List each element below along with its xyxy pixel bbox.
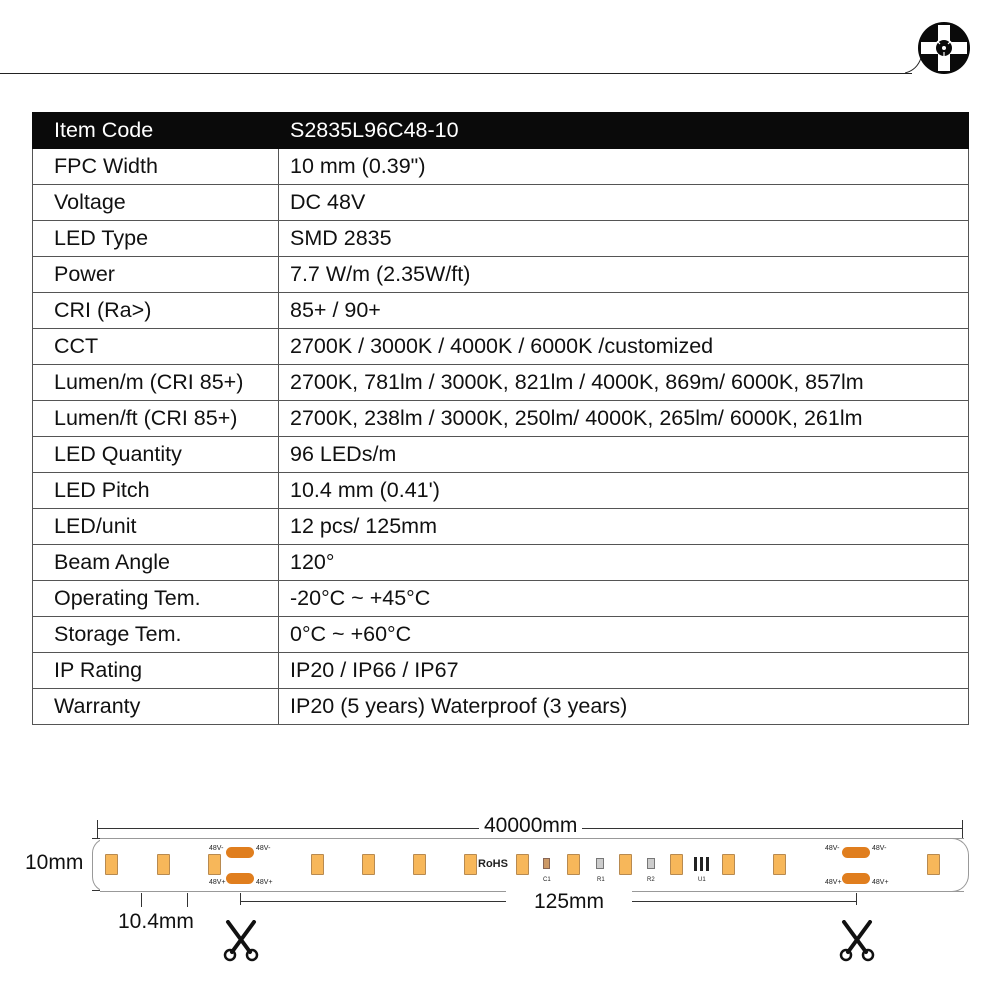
- spec-label: CCT: [33, 329, 279, 365]
- cut-dim-tick-left: [240, 893, 241, 905]
- led-chip: [311, 854, 324, 875]
- driver-ic: [694, 857, 710, 871]
- spec-label: IP Rating: [33, 653, 279, 689]
- spec-label: FPC Width: [33, 149, 279, 185]
- spec-value: 120°: [279, 545, 969, 581]
- spec-row: [33, 185, 969, 221]
- solder-pad: [842, 847, 870, 858]
- spec-row: [33, 257, 969, 293]
- spec-value: 7.7 W/m (2.35W/ft): [279, 257, 969, 293]
- rohs-mark: RoHS: [478, 858, 508, 870]
- strip-right-end: [952, 838, 969, 892]
- pad-label: 48V+: [872, 879, 889, 886]
- led-chip: [773, 854, 786, 875]
- component-label: C1: [543, 877, 551, 883]
- spec-value: DC 48V: [279, 185, 969, 221]
- led-chip: [722, 854, 735, 875]
- spec-value: 2700K / 3000K / 4000K / 6000K /customized: [279, 329, 969, 365]
- led-chip: [567, 854, 580, 875]
- component-label: R1: [597, 877, 605, 883]
- total-length-label: 40000mm: [479, 815, 582, 837]
- spec-label: LED Quantity: [33, 437, 279, 473]
- spec-value: -20°C ~ +45°C: [279, 581, 969, 617]
- led-chip: [927, 854, 940, 875]
- scissors-icon: [838, 920, 876, 962]
- spec-row: [33, 473, 969, 509]
- spec-row: [33, 689, 969, 725]
- pitch-tick-right: [187, 893, 188, 907]
- spec-row: [33, 653, 969, 689]
- resistor: [647, 858, 655, 869]
- spec-label: Power: [33, 257, 279, 293]
- led-chip: [516, 854, 529, 875]
- spec-value: SMD 2835: [279, 221, 969, 257]
- spec-label: Storage Tem.: [33, 617, 279, 653]
- spec-label: LED/unit: [33, 509, 279, 545]
- spec-value: 10 mm (0.39"): [279, 149, 969, 185]
- led-chip: [413, 854, 426, 875]
- pad-label: 48V+: [825, 879, 842, 886]
- spec-row: [33, 365, 969, 401]
- led-chip: [362, 854, 375, 875]
- header-rule: [0, 73, 912, 74]
- spec-header-label: Item Code: [33, 113, 279, 149]
- spec-value: 85+ / 90+: [279, 293, 969, 329]
- scissors-icon: [222, 920, 260, 962]
- resistor: [596, 858, 604, 869]
- led-chip: [208, 854, 221, 875]
- led-chip: [157, 854, 170, 875]
- led-chip: [464, 854, 477, 875]
- component-label: U1: [698, 877, 706, 883]
- spec-label: Voltage: [33, 185, 279, 221]
- spec-header-value: S2835L96C48-10: [279, 113, 969, 149]
- spec-label: Warranty: [33, 689, 279, 725]
- spec-row: [33, 509, 969, 545]
- spec-row: [33, 293, 969, 329]
- spec-row: [33, 617, 969, 653]
- spec-value: 2700K, 781lm / 3000K, 821lm / 4000K, 869m/ 6000K, 857lm: [279, 365, 969, 401]
- pad-label: 48V-: [256, 845, 271, 852]
- led-chip: [105, 854, 118, 875]
- spec-label: Lumen/ft (CRI 85+): [33, 401, 279, 437]
- width-label: 10mm: [25, 851, 84, 874]
- spec-value: 10.4 mm (0.41'): [279, 473, 969, 509]
- spec-row: [33, 581, 969, 617]
- pad-label: 48V-: [825, 845, 840, 852]
- pad-label: 48V-: [872, 845, 887, 852]
- spec-row: [33, 149, 969, 185]
- spec-label: Lumen/m (CRI 85+): [33, 365, 279, 401]
- solder-pad: [226, 847, 254, 858]
- solder-pad: [226, 873, 254, 884]
- spec-label: Beam Angle: [33, 545, 279, 581]
- dim-tick-right: [962, 820, 963, 838]
- spec-table: [32, 112, 969, 725]
- led-chip: [670, 854, 683, 875]
- pitch-tick-left: [141, 893, 142, 907]
- spec-label: LED Pitch: [33, 473, 279, 509]
- spec-label: CRI (Ra>): [33, 293, 279, 329]
- spec-header-row: [33, 113, 969, 149]
- cut-unit-label: 125mm: [506, 891, 632, 913]
- spec-value: 12 pcs/ 125mm: [279, 509, 969, 545]
- pad-label: 48V+: [256, 879, 273, 886]
- cut-dim-tick-right: [856, 893, 857, 905]
- spec-row: [33, 437, 969, 473]
- spec-value: IP20 (5 years) Waterproof (3 years): [279, 689, 969, 725]
- dim-tick-left: [97, 820, 98, 838]
- spec-value: IP20 / IP66 / IP67: [279, 653, 969, 689]
- led-chip: [619, 854, 632, 875]
- spec-label: Operating Tem.: [33, 581, 279, 617]
- spec-value: 96 LEDs/m: [279, 437, 969, 473]
- component-label: R2: [647, 877, 655, 883]
- led-strip-logo-icon: [918, 22, 970, 74]
- spec-value: 2700K, 238lm / 3000K, 250lm/ 4000K, 265lm/ 6000K, 261lm: [279, 401, 969, 437]
- spec-row: [33, 401, 969, 437]
- pitch-label: 10.4mm: [118, 910, 194, 933]
- solder-pad: [842, 873, 870, 884]
- spec-row: [33, 545, 969, 581]
- spec-row: [33, 329, 969, 365]
- pad-label: 48V+: [209, 879, 226, 886]
- spec-label: LED Type: [33, 221, 279, 257]
- spec-value: 0°C ~ +60°C: [279, 617, 969, 653]
- capacitor: [543, 858, 550, 869]
- spec-row: [33, 221, 969, 257]
- pad-label: 48V-: [209, 845, 224, 852]
